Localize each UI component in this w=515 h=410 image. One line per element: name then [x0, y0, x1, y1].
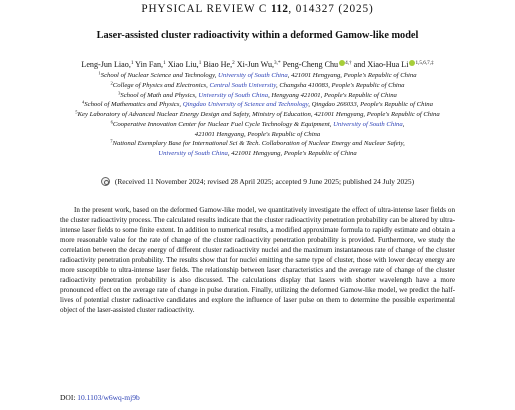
- affiliation-line: [0, 81, 515, 91]
- author-affiliation-marker: 2: [232, 60, 235, 66]
- journal-volume: 112: [270, 3, 289, 15]
- abstract: [60, 205, 455, 316]
- affiliation-text: , Changsha 410083, People's Republic of China: [276, 81, 405, 89]
- institution-link[interactable]: University of South China: [158, 150, 228, 157]
- author: [237, 60, 281, 69]
- paper-title: Laser-assisted cluster radioactivity within a deformed Gamow-like model: [96, 30, 419, 41]
- article-number: , 014327 (2025): [288, 3, 374, 15]
- open-access-icon[interactable]: [101, 177, 110, 186]
- author-affiliation-marker: 3,*: [274, 60, 281, 66]
- affiliation-line: [0, 71, 515, 81]
- affiliation-number: 6: [110, 119, 113, 125]
- institution-link[interactable]: University of South China: [218, 72, 288, 79]
- affiliation-line: [0, 139, 515, 149]
- affiliation-text: , 421001 Hengyang, People's Republic of China: [287, 72, 417, 79]
- author-affiliation-marker: 1,5,6,7,‡: [415, 60, 434, 66]
- received-dates: [0, 177, 515, 187]
- affiliation-line: [0, 149, 515, 159]
- author: [168, 60, 202, 69]
- author-name[interactable]: Peng-Cheng Chu: [282, 60, 339, 69]
- author-affiliation-marker: 1: [198, 60, 202, 66]
- affiliation-number: 3: [118, 90, 121, 95]
- affiliation-text: School of Math and Physics,: [120, 91, 199, 99]
- author: [283, 60, 352, 69]
- author-name[interactable]: Xiao Liu,: [167, 60, 199, 69]
- affiliation-text: School of Mathematics and Physics,: [84, 101, 183, 109]
- affiliation-line: [0, 130, 515, 140]
- affiliation-text: , Hengyang 421001, People's Republic of China: [268, 91, 397, 99]
- author-name[interactable]: Yin Fan,: [135, 60, 164, 69]
- institution-link[interactable]: Central South University: [209, 81, 276, 89]
- author-affiliation-marker: 4,†: [345, 60, 352, 66]
- affiliation-number: 4: [81, 99, 85, 105]
- author-name[interactable]: and Xiao-Hua Li: [353, 60, 409, 69]
- affiliation-text: 421001 Hengyang, People's Republic of China: [194, 130, 321, 138]
- journal-header: [0, 2, 515, 16]
- affiliations: [0, 71, 515, 159]
- author: [354, 60, 434, 69]
- affiliation-line: [0, 120, 515, 130]
- author-affiliation-marker: 1: [130, 60, 134, 66]
- doi-link[interactable]: 10.1103/w6wq-mj9b: [77, 393, 140, 402]
- affiliation-line: [0, 110, 515, 120]
- affiliation-text: Cooperative Innovation Center for Nuclear Fuel Cycle Technology & Equipment,: [112, 120, 334, 128]
- author-list: [0, 60, 515, 70]
- author-name[interactable]: Xi-Jun Wu,: [236, 60, 275, 69]
- institution-link[interactable]: Qingdao University of Science and Technology: [182, 101, 309, 109]
- institution-link[interactable]: University of South China: [198, 91, 269, 99]
- abstract-text: In the present work, based on the deformed Gamow-like model, we quantitatively investigate the effect of ultra-intense laser fields on the cluster radioactivity process. The calculated results indicate that the cluster radioactivity penetration probability can be altered by ultra-intense laser fields to some finite extent. In addition to numerical results, a modified approximate formula to rapidly estimate and obtain a more reasonable value for the rate of change of the cluster radioactivity penetration probability is provided. Furthermore, we study the correlation between the decay energy of different cluster radioactivity nuclei and the maximum instantaneous rate of change of the cluster radioactivity penetration probability. The results show that for nuclei emitting the same type of cluster, those with lower decay energy are more susceptible to ultra-intense laser fields. The relationship between laser characteristics and the average rate of change of the cluster radioactivity penetration probability is also discussed. The calculations display that lasers with shorter wavelength have a more pronounced effect on the average rate of change in pulse duration. Finally, utilizing the deformed Gamow-like model, we predict the half-lives of potential cluster radioactive candidates and explore the influence of laser pulse on them to determine the possible experimental object of the laser-assisted cluster radioactivity.: [60, 206, 455, 315]
- affiliation-text: National Exemplary Base for International Sci & Tech. Collaboration of Nuclear Energy and Nuclear Safety,: [112, 140, 405, 148]
- author-name[interactable]: Biao He,: [203, 60, 233, 69]
- affiliation-line: [0, 91, 515, 101]
- author: [135, 60, 165, 69]
- affiliation-text: , Qingdao 266033, People's Republic of China: [308, 101, 433, 109]
- affiliation-number: 5: [75, 109, 78, 115]
- affiliation-text: Key Laboratory of Advanced Nuclear Energy Design and Safety, Ministry of Education, 421001 Hengyang, People's Republic of China: [77, 111, 440, 118]
- doi-line: [60, 393, 140, 403]
- received-text: (Received 11 November 2024; revised 28 April 2025; accepted 9 June 2025; published 24 July 2025): [114, 177, 415, 186]
- doi-label: DOI:: [60, 393, 76, 402]
- affiliation-text: College of Physics and Electronics,: [112, 81, 210, 89]
- journal-name: PHYSICAL REVIEW C: [141, 3, 268, 15]
- author: [81, 60, 133, 69]
- affiliation-number: 1: [98, 70, 101, 76]
- author-name[interactable]: Leng-Jun Liao,: [81, 60, 131, 69]
- affiliation-number: 2: [110, 80, 113, 86]
- affiliation-text: School of Nuclear Science and Technology,: [100, 72, 219, 79]
- affiliation-text: ,: [402, 120, 405, 128]
- affiliation-number: 7: [110, 138, 113, 144]
- affiliation-text: , 421001 Hengyang, People's Republic of China: [227, 150, 357, 157]
- author-affiliation-marker: 1: [163, 60, 166, 66]
- institution-link[interactable]: University of South China: [333, 120, 403, 128]
- author: [203, 60, 234, 69]
